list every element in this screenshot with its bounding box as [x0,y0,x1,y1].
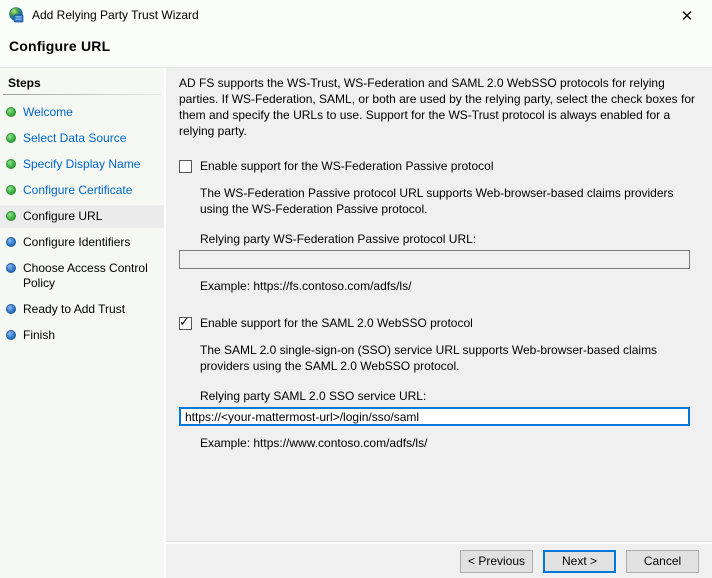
wsfed-checkbox[interactable] [179,160,192,173]
step-status-bullet-icon [6,211,16,221]
sidebar-step-item[interactable] [0,101,164,124]
saml-url-label: Relying party SAML 2.0 SSO service URL: [200,389,427,403]
intro-text: AD FS supports the WS-Trust, WS-Federation and SAML 2.0 WebSSO protocols for relying parties. If WS-Federation, SAML, or both are used by the relying party, select the check boxes for them and specify the URLs to use. Support for the WS-Trust protocol is always enabled for a relying party. [179,76,696,138]
sidebar-step-item [0,231,164,254]
step-status-bullet-icon [6,133,16,143]
wsfed-description: The WS-Federation Passive protocol URL supports Web-browser-based claims providers using the WS-Federation Passive protocol. [200,186,674,216]
cancel-button[interactable]: Cancel [626,550,699,573]
sidebar-step-item [0,298,164,321]
saml-checkbox-label[interactable]: Enable support for the SAML 2.0 WebSSO protocol [200,316,473,330]
wizard-header [0,0,712,68]
wsfed-url-label: Relying party WS-Federation Passive protocol URL: [200,232,477,246]
step-status-bullet-icon [6,159,16,169]
step-status-bullet-icon [6,263,16,273]
saml-checkmark: ✓ [179,313,190,329]
saml-checkbox[interactable] [179,313,192,330]
step-label: Select Data Source [23,131,127,145]
saml-description: The SAML 2.0 single-sign-on (SSO) service URL supports Web-browser-based claims providers using the SAML 2.0 WebSSO protocol. [200,343,658,373]
wsfed-url-input [179,250,690,269]
saml-example: Example: https://www.contoso.com/adfs/ls/ [200,436,428,450]
step-label: Specify Display Name [23,157,141,171]
wsfed-example: Example: https://fs.contoso.com/adfs/ls/ [200,279,412,293]
saml-section [179,313,700,450]
steps-sidebar [0,68,166,578]
step-status-bullet-icon [6,185,16,195]
adfs-app-icon [8,7,25,24]
step-label: Configure Certificate [23,183,133,197]
page-title: Configure URL [9,38,111,54]
configure-url-panel [166,68,712,542]
steps-heading: Steps [8,76,41,90]
sidebar-step-item [0,205,164,228]
step-label: Choose Access Control Policy [23,261,148,290]
close-icon[interactable]: ✕ [680,8,694,25]
next-button[interactable]: Next > [543,550,616,573]
steps-divider [3,94,161,95]
wsfed-section [179,159,700,293]
step-status-bullet-icon [6,107,16,117]
step-label: Ready to Add Trust [23,302,126,316]
titlebar [0,0,712,30]
step-label: Welcome [23,105,73,119]
wsfed-checkbox-label[interactable]: Enable support for the WS-Federation Passive protocol [200,159,494,173]
step-status-bullet-icon [6,304,16,314]
sidebar-step-item[interactable] [0,153,164,176]
window-title: Add Relying Party Trust Wizard [32,8,199,22]
saml-url-input[interactable] [179,407,690,426]
step-label: Configure URL [23,209,103,223]
steps-list [0,101,164,347]
wizard-footer [166,542,712,578]
sidebar-step-item[interactable] [0,179,164,202]
step-status-bullet-icon [6,237,16,247]
sidebar-step-item [0,257,164,295]
step-label: Configure Identifiers [23,235,131,249]
step-label: Finish [23,328,56,342]
sidebar-step-item [0,324,164,347]
sidebar-step-item[interactable] [0,127,164,150]
previous-button[interactable]: < Previous [460,550,533,573]
step-status-bullet-icon [6,330,16,340]
